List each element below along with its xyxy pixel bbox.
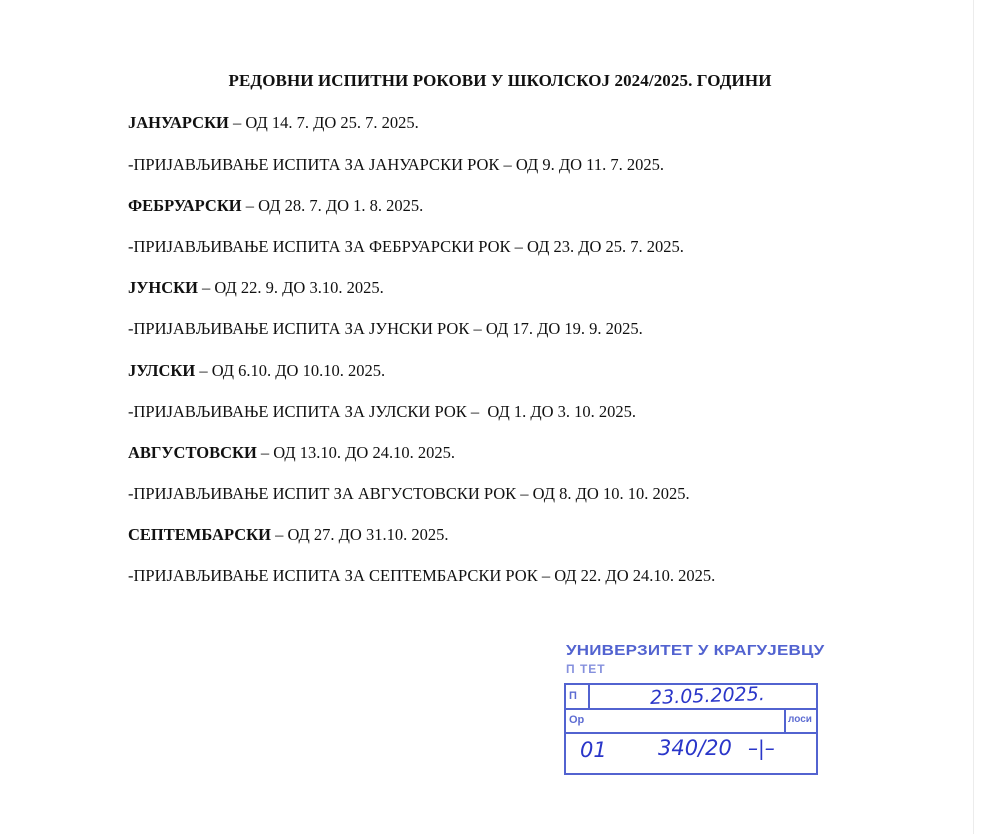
exam-period-february — [128, 196, 423, 216]
period-name: ЈУЛСКИ — [128, 361, 196, 380]
period-dates: – ОД 27. ДО 31.10. 2025. — [270, 525, 449, 544]
period-dates: – ОД 14. 7. ДО 25. 7. 2025. — [228, 113, 419, 132]
exam-period-january — [128, 113, 419, 133]
exam-period-september — [128, 525, 448, 545]
registration-february: -ПРИЈАВЉИВАЊЕ ИСПИТА ЗА ФЕБРУАРСКИ РОК – ОД 23. ДО 25. 7. 2025. — [128, 237, 684, 256]
period-name: ЈУНСКИ — [128, 278, 198, 297]
stamp-label-right: лоси — [788, 714, 812, 725]
page-edge — [973, 0, 974, 834]
exam-period-august — [128, 443, 455, 463]
exam-period-june — [128, 278, 384, 298]
registration-august: -ПРИЈАВЉИВАЊЕ ИСПИТ ЗА АВГУСТОВСКИ РОК – ОД 8. ДО 10. 10. 2025. — [128, 484, 690, 503]
period-dates: – ОД 6.10. ДО 10.10. 2025. — [195, 361, 386, 380]
stamp-handwritten-number: 340/20 — [658, 736, 732, 760]
registry-stamp — [560, 640, 825, 780]
period-dates: – ОД 13.10. ДО 24.10. 2025. — [256, 443, 455, 462]
document-title: РЕДОВНИ ИСПИТНИ РОКОВИ У ШКОЛСКОЈ 2024/2025. ГОДИНИ — [228, 71, 772, 90]
registration-june: -ПРИЈАВЉИВАЊЕ ИСПИТА ЗА ЈУНСКИ РОК – ОД 17. ДО 19. 9. 2025. — [128, 319, 643, 338]
stamp-handwritten-number-right: –|– — [748, 736, 775, 760]
stamp-label-p: П — [569, 690, 577, 702]
registration-january: -ПРИЈАВЉИВАЊЕ ИСПИТА ЗА ЈАНУАРСКИ РОК – ОД 9. ДО 11. 7. 2025. — [128, 155, 664, 174]
stamp-university-name: УНИВЕРЗИТЕТ У КРАГУЈЕВЦУ — [566, 642, 825, 659]
period-name: АВГУСТОВСКИ — [128, 443, 257, 462]
registration-july: -ПРИЈАВЉИВАЊЕ ИСПИТА ЗА ЈУЛСКИ РОК – ОД 1. ДО 3. 10. 2025. — [128, 402, 637, 421]
period-name: ФЕБРУАРСКИ — [128, 196, 242, 215]
period-name: ЈАНУАРСКИ — [128, 113, 229, 132]
stamp-handwritten-number-left: 01 — [580, 738, 607, 762]
exam-period-july — [128, 361, 385, 381]
period-dates: – ОД 22. 9. ДО 3.10. 2025. — [197, 278, 384, 297]
period-dates: – ОД 28. 7. ДО 1. 8. 2025. — [241, 196, 424, 215]
registration-september: -ПРИЈАВЉИВАЊЕ ИСПИТА ЗА СЕПТЕМБАРСКИ РОК – ОД 22. ДО 24.10. 2025. — [128, 566, 716, 585]
period-name: СЕПТЕМБАРСКИ — [128, 525, 271, 544]
stamp-faculty-name: П ТЕТ — [566, 662, 606, 676]
stamp-handwritten-date: 23.05.2025. — [649, 683, 766, 709]
stamp-label-o: Ор — [569, 714, 585, 726]
